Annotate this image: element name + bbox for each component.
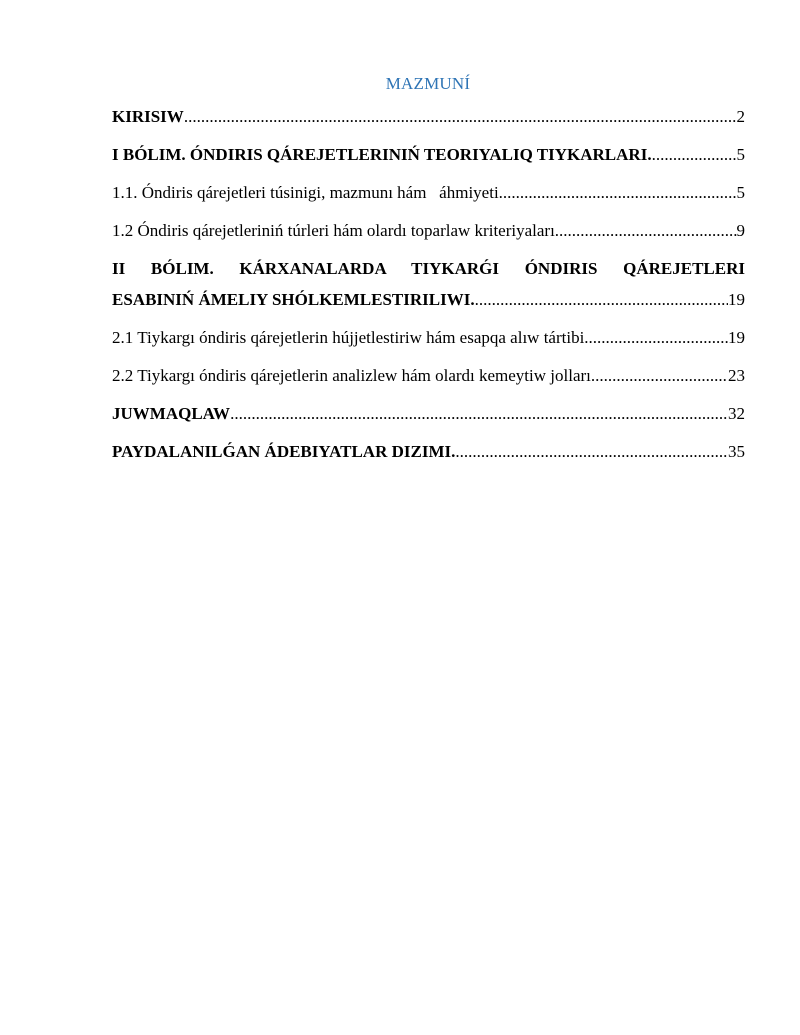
toc-page-number: 23	[728, 366, 745, 385]
toc-entry-2-1	[112, 324, 745, 351]
toc-entry-part-1	[112, 141, 745, 168]
toc-entry-label: KIRISIW	[112, 107, 184, 126]
table-of-contents	[112, 103, 745, 465]
dot-leader	[555, 217, 737, 244]
toc-entry-label-line-1: II BÓLIM. KÁRXANALARDA TIYKARǴI ÓNDIRIS QÁREJETLERI	[112, 259, 745, 278]
toc-entry-2-2	[112, 362, 745, 389]
toc-entry-kirisiw	[112, 103, 745, 130]
dot-leader	[584, 324, 728, 351]
dot-leader	[455, 438, 728, 465]
toc-entry-label: I BÓLIM. ÓNDIRIS QÁREJETLERINIŃ TEORIYALIQ TIYKARLARI.	[112, 145, 652, 164]
toc-page-number: 2	[736, 107, 745, 126]
dot-leader	[475, 286, 728, 313]
toc-entry-label: 1.2 Óndiris qárejetleriniń túrleri hám olardı toparlaw kriteriyaları	[112, 221, 555, 240]
toc-page-number: 32	[728, 404, 745, 423]
toc-entry-label: PAYDALANILǴAN ÁDEBIYATLAR DIZIMI.	[112, 442, 456, 461]
toc-page-number: 5	[736, 145, 745, 164]
toc-entry-part-2	[112, 255, 745, 313]
toc-entry-juwmaqlaw	[112, 400, 745, 427]
toc-page-number: 19	[728, 290, 745, 309]
dot-leader	[652, 141, 737, 168]
toc-entry-label: ESABINIŃ ÁMELIY SHÓLKEMLESTIRILIWI.	[112, 290, 475, 309]
toc-entry-1-1	[112, 179, 745, 206]
toc-page-number: 5	[736, 183, 745, 202]
dot-leader	[230, 400, 728, 427]
toc-entry-bibliography	[112, 438, 745, 465]
dot-leader	[591, 362, 728, 389]
toc-page-number: 19	[728, 328, 745, 347]
toc-entry-1-2	[112, 217, 745, 244]
dot-leader	[184, 103, 737, 130]
toc-entry-label: 1.1. Óndiris qárejetleri túsinigi, mazmunı hám áhmiyeti	[112, 183, 499, 202]
toc-entry-label: JUWMAQLAW	[112, 404, 231, 423]
toc-entry-label: 2.1 Tiykargı óndiris qárejetlerin hújjetlestiriw hám esapqa alıw tártibi	[112, 328, 585, 347]
toc-page-number: 9	[736, 221, 745, 240]
toc-entry-label: 2.2 Tiykargı óndiris qárejetlerin analizlew hám olardı kemeytiw jolları	[112, 366, 591, 385]
dot-leader	[499, 179, 737, 206]
toc-title: MAZMUNÍ	[385, 74, 471, 93]
toc-page-number: 35	[728, 442, 745, 461]
